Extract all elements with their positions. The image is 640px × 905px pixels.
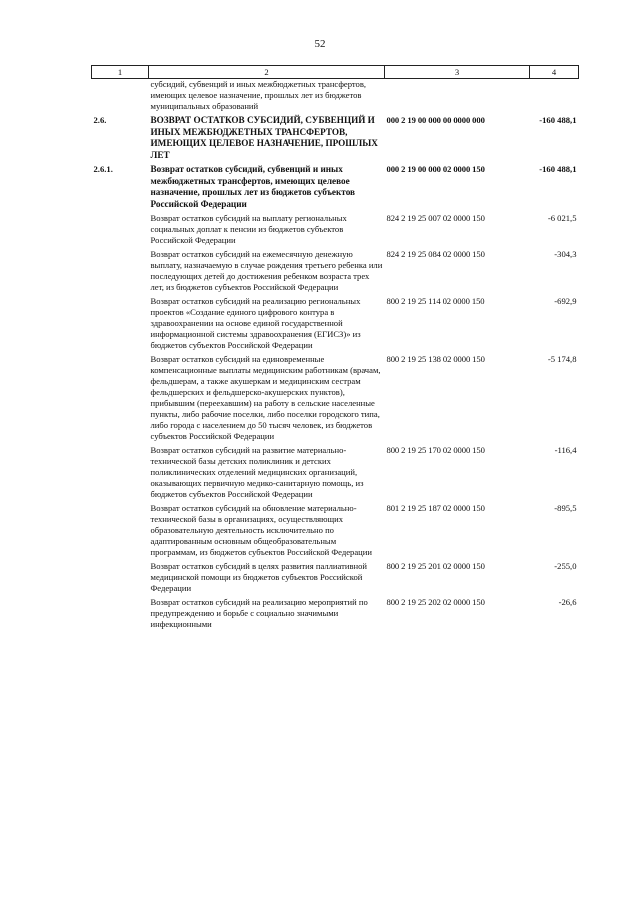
row-budget-code: 801 2 19 25 187 02 0000 150: [386, 503, 485, 513]
row-budget-code: 800 2 19 25 170 02 0000 150: [386, 445, 485, 455]
row-budget-code: 000 2 19 00 000 02 0000 150: [386, 164, 485, 174]
column-header-2: 2: [149, 66, 385, 79]
table-row: [92, 351, 579, 442]
row-number: [92, 442, 149, 500]
table-row: [92, 293, 579, 351]
row-number: 2.6.1.: [93, 164, 113, 174]
table-row: [92, 161, 579, 210]
row-amount: -5 174,8: [547, 354, 577, 364]
row-name: Возврат остатков субсидий на реализацию региональных проектов «Создание единого цифрового контура в здравоохранении на основе единой государственной информационной системы здравоохранения (ЕГИСЗ)» из бюджетов субъектов Российской Федерации: [150, 296, 361, 350]
row-number: [92, 210, 149, 246]
table-header-row: [92, 66, 579, 79]
row-name: Возврат остатков субсидий на реализацию мероприятий по предупреждению и борьбе с социально значимыми инфекционными: [150, 597, 368, 629]
row-name: Возврат остатков субсидий на ежемесячную денежную выплату, назначаемую в случае рождения третьего ребенка или последующих детей до достижения ребенком возраста трех лет, из бюджетов субъектов Российской Федерации: [150, 249, 383, 292]
column-header-1: 1: [92, 66, 149, 79]
row-amount: -895,5: [554, 503, 577, 513]
table-body: [92, 79, 579, 631]
table-row: [92, 246, 579, 293]
table-row: [92, 112, 579, 161]
row-amount: -255,0: [554, 561, 577, 571]
page-number: 52: [314, 38, 326, 50]
row-name: Возврат остатков субсидий на единовременные компенсационные выплаты медицинским работникам (врачам, фельдшерам, а также акушеркам и медицинским сестрам фельдшерских и фельдшерско-акушерских пунктов), прибывшим (переехавшим) на работу в сельские населенные пункты, либо рабочие поселки, либо поселки городского типа, либо города с населением до 50 тысяч человек, из бюджетов субъектов Российской Федерации: [150, 354, 381, 441]
row-name: субсидий, субвенций и иных межбюджетных трансфертов, имеющих целевое назначение, прошлых лет из бюджетов муниципальных образований: [150, 79, 367, 111]
row-amount: -692,9: [554, 296, 577, 306]
row-amount: -304,3: [554, 249, 577, 259]
budget-table: [91, 65, 579, 630]
row-number: [92, 246, 149, 293]
row-budget-code: [385, 79, 530, 113]
row-name: Возврат остатков субсидий на обновление материально-технической базы в организациях, осуществляющих образовательную деятельность исключительно по адаптированным основным общеобразовательным программам, из бюджетов субъектов Российской Федерации: [150, 503, 372, 557]
row-budget-code: 824 2 19 25 007 02 0000 150: [386, 213, 485, 223]
row-budget-code: 800 2 19 25 202 02 0000 150: [386, 597, 485, 607]
row-number: 2.6.: [93, 115, 107, 125]
row-amount: -26,6: [558, 597, 577, 607]
row-budget-code: 800 2 19 25 114 02 0000 150: [386, 296, 485, 306]
row-amount: -6 021,5: [547, 213, 577, 223]
table-row: [92, 558, 579, 594]
table-row: [92, 500, 579, 558]
table-row: [92, 594, 579, 630]
row-amount: -160 488,1: [539, 115, 577, 125]
column-header-4: 4: [530, 66, 579, 79]
row-budget-code: 800 2 19 25 138 02 0000 150: [386, 354, 485, 364]
row-number: [92, 351, 149, 442]
row-name: Возврат остатков субсидий на выплату региональных социальных доплат к пенсии из бюджетов субъектов Российской Федерации: [150, 213, 347, 245]
column-header-3: 3: [385, 66, 530, 79]
row-name: Возврат остатков субсидий в целях развития паллиативной медицинской помощи из бюджетов субъектов Российской Федерации: [150, 561, 368, 593]
row-amount: [530, 79, 579, 113]
row-budget-code: 000 2 19 00 000 00 0000 000: [386, 115, 485, 125]
row-number: [92, 594, 149, 630]
row-name: Возврат остатков субсидий на развитие материально-технической базы детских поликлиник и детских поликлинических отделений медицинских организаций, оказывающих первичную медико-санитарную помощь, из бюджетов субъектов Российской Федерации: [150, 445, 364, 499]
row-name: ВОЗВРАТ ОСТАТКОВ СУБСИДИЙ, СУБВЕНЦИЙ И ИНЫХ МЕЖБЮДЖЕТНЫХ ТРАНСФЕРТОВ, ИМЕЮЩИХ ЦЕЛЕВОЕ НАЗНАЧЕНИЕ, ПРОШЛЫХ ЛЕТ: [150, 115, 378, 160]
row-number: [92, 293, 149, 351]
row-number: [92, 558, 149, 594]
table-row: [92, 79, 579, 113]
table-row: [92, 210, 579, 246]
row-number: [92, 79, 149, 113]
row-amount: -116,4: [554, 445, 577, 455]
row-name: Возврат остатков субсидий, субвенций и иных межбюджетных трансфертов, имеющих целевое назначение, прошлых лет из бюджетов субъектов Российской Федерации: [150, 164, 356, 209]
row-number: [92, 500, 149, 558]
row-budget-code: 824 2 19 25 084 02 0000 150: [386, 249, 485, 259]
row-budget-code: 800 2 19 25 201 02 0000 150: [386, 561, 485, 571]
table-row: [92, 442, 579, 500]
row-amount: -160 488,1: [539, 164, 577, 174]
